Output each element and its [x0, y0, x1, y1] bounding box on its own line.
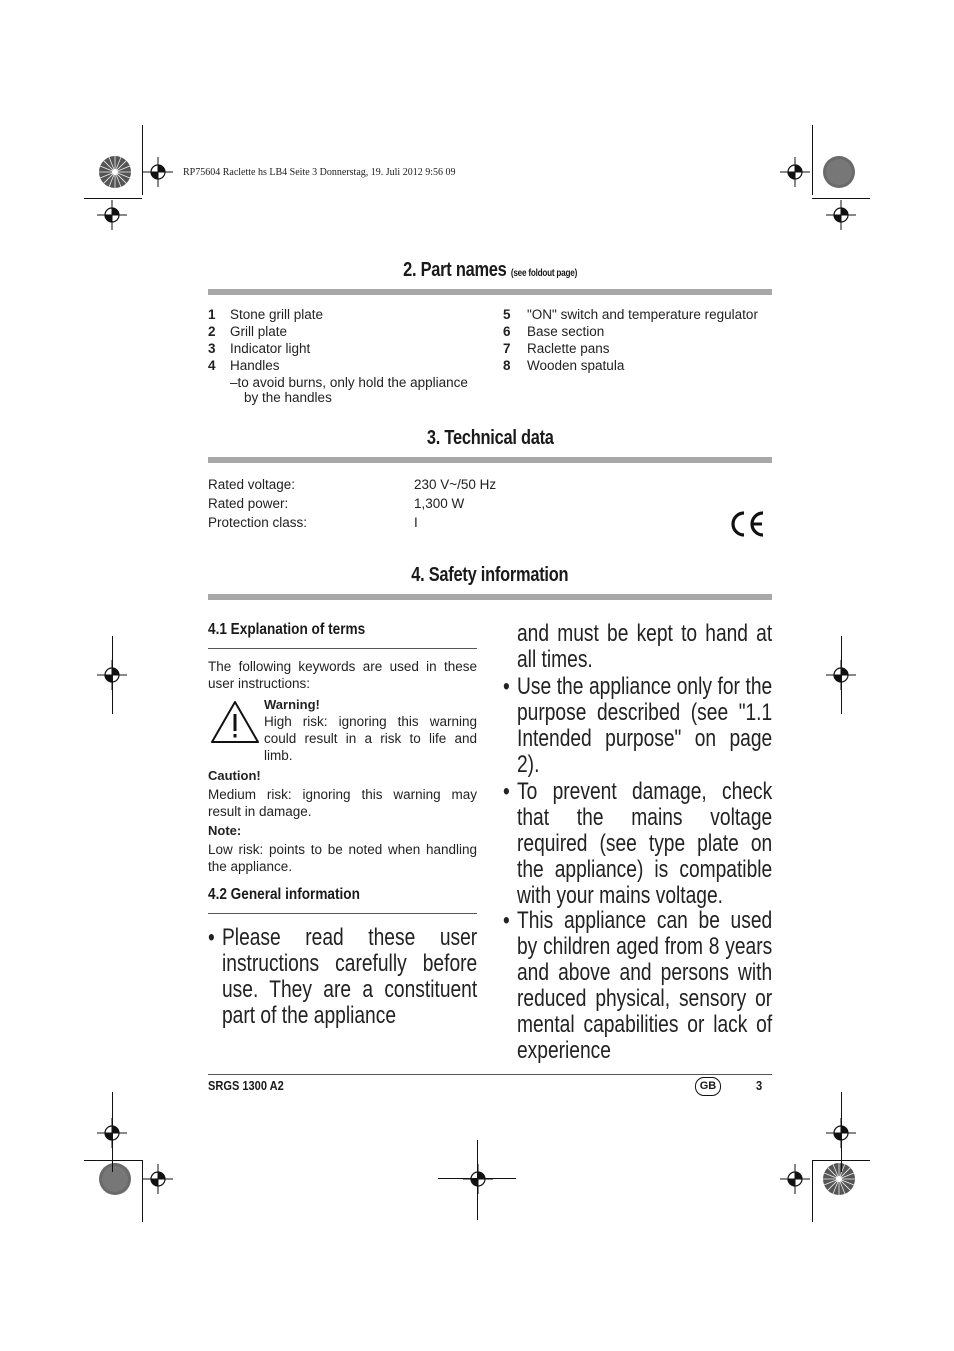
crop-line: [84, 198, 142, 199]
list-item: 8 Wooden spatula: [503, 358, 625, 373]
bullet-item-continued: and must be kept to hand at all times.: [517, 620, 773, 673]
crop-line: [112, 636, 113, 714]
table-row: Rated power: 1,300 W: [208, 496, 465, 511]
crop-line: [142, 125, 143, 195]
bullet-item: Please read these user instructions carefully before use. They are a constituent part of the appliance: [222, 924, 478, 1029]
language-badge: GB: [695, 1077, 721, 1096]
part-list-right: [503, 306, 783, 374]
part-list-left: [208, 306, 498, 406]
subsection-rule: [208, 648, 477, 649]
print-header: RP75604 Raclette hs LB4 Seite 3 Donnerstag, 19. Juli 2012 9:56 09: [183, 167, 456, 178]
crop-line: [812, 125, 813, 195]
list-item: 3 Indicator light: [208, 341, 311, 356]
section-title: 2. Part names: [403, 259, 507, 281]
crop-line: [142, 1160, 143, 1222]
list-item: 2 Grill plate: [208, 324, 288, 339]
terms-intro: The following keywords are used in these user instructions:: [208, 659, 477, 691]
bullet-marker: •: [503, 673, 510, 700]
bullet-item: To prevent damage, check that the mains voltage required (see type plate on the appliance) is compatible with your mains voltage.: [517, 778, 773, 909]
warning-text: High risk: ignoring this warning could result in a risk to life and limb.: [264, 714, 477, 763]
registration-mark-icon: [463, 1164, 493, 1194]
list-item: 7 Raclette pans: [503, 341, 610, 356]
warning-triangle-icon: [210, 700, 260, 744]
handles-note: –to avoid burns, only hold the appliance: [230, 375, 468, 390]
subsection-heading: 4.2 General information: [208, 886, 360, 903]
color-wheel-icon: [822, 1162, 856, 1196]
subsection-rule: [208, 913, 477, 914]
bullet-marker: •: [208, 924, 215, 951]
model-number: SRGS 1300 A2: [208, 1078, 284, 1093]
list-item: 4 Handles: [208, 358, 280, 373]
note-label: Note:: [208, 823, 242, 838]
table-row: Rated voltage: 230 V~/50 Hz: [208, 477, 497, 492]
footer-rule: [208, 1074, 772, 1075]
section-divider: [208, 457, 772, 463]
registration-mark-icon: [97, 200, 127, 230]
section-divider: [208, 289, 772, 295]
crop-line: [477, 1140, 478, 1220]
section-title: 3. Technical data: [426, 427, 554, 449]
subsection-heading: 4.1 Explanation of terms: [208, 621, 366, 638]
note-text: Low risk: points to be noted when handling the appliance.: [208, 842, 477, 874]
crop-line: [84, 1160, 142, 1161]
color-wheel-icon: [98, 1162, 132, 1196]
crop-line: [812, 1160, 813, 1222]
bullet-marker: •: [503, 907, 510, 934]
section-subtitle: (see foldout page): [510, 268, 577, 279]
handles-note: by the handles: [244, 390, 332, 405]
color-wheel-icon: [822, 155, 856, 189]
section-title: 4. Safety information: [411, 564, 569, 586]
list-item: 5 "ON" switch and temperature regulator: [503, 307, 758, 322]
crop-line: [112, 1092, 113, 1172]
ce-mark-icon: [729, 509, 767, 539]
registration-mark-icon: [143, 1164, 173, 1194]
crop-line: [841, 1092, 842, 1172]
registration-mark-icon: [780, 1164, 810, 1194]
tech-table: [208, 475, 608, 532]
bullet-item: This appliance can be used by children aged from 8 years and above and persons with reduced physical, sensory or mental capabilities or lack of experience: [517, 907, 773, 1064]
warning-label: Warning!: [264, 697, 320, 712]
registration-mark-icon: [826, 200, 856, 230]
list-item: 1 Stone grill plate: [208, 307, 324, 322]
list-item: 6 Base section: [503, 324, 605, 339]
caution-label: Caution!: [208, 768, 261, 783]
bullet-marker: •: [503, 778, 510, 805]
registration-mark-icon: [143, 157, 173, 187]
registration-mark-icon: [780, 157, 810, 187]
color-wheel-icon: [98, 155, 132, 189]
section-divider: [208, 594, 772, 600]
page-number: 3: [756, 1078, 763, 1093]
crop-line: [812, 198, 870, 199]
caution-text: Medium risk: ignoring this warning may result in damage.: [208, 787, 477, 819]
bullet-item: Use the appliance only for the purpose described (see "1.1 Intended purpose" on page 2).: [517, 673, 773, 778]
table-row: Protection class: I: [208, 515, 418, 530]
crop-line: [841, 636, 842, 714]
